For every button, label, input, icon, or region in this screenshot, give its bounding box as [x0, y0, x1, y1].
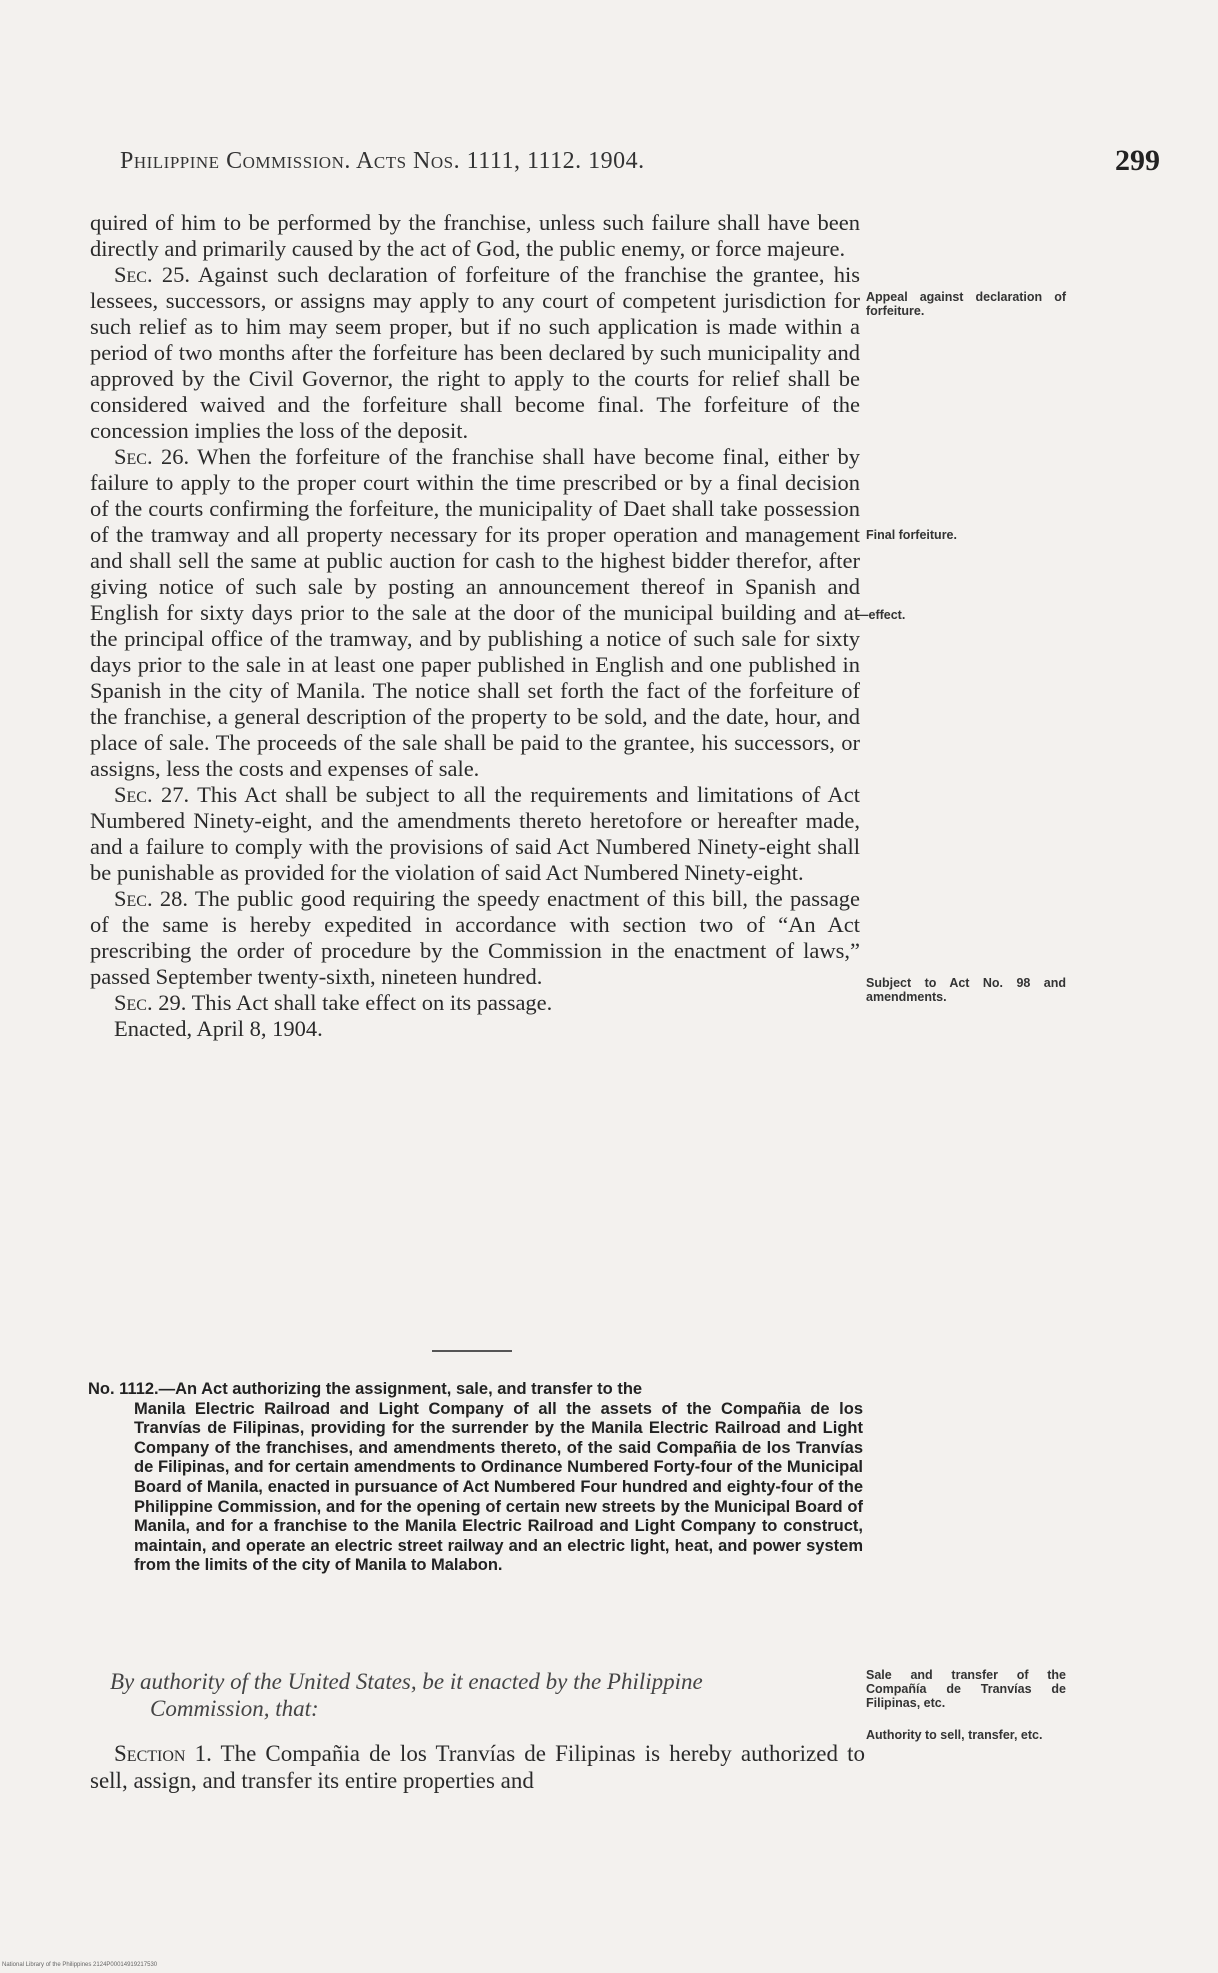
margin-note-authority: Authority to sell, transfer, etc.: [866, 1728, 1043, 1742]
section-29-text: This Act shall take effect on its passage.: [191, 990, 553, 1015]
section-25-label: Sec. 25.: [114, 262, 190, 287]
section-1-text: The Compañia de los Tranvías de Filipinas is hereby authorized to sell, assign, and transfer its entire properties and: [90, 1741, 865, 1793]
section-26-text: When the forfeiture of the franchise shall have become final, either by failure to apply to the proper court within the time prescribed or by a final decision of the courts confirming the forfeiture, the municipality of Daet shall take possession of the tramway and all property necessary for its proper operation and management and shall sell the same at public auction for cash to the highest bidder therefor, after giving notice of such sale by posting an announcement thereof in Spanish and English for sixty days prior to the sale at the door of the municipal building and at the principal office of the tramway, and by publishing a notice of such sale for sixty days prior to the sale in at least one paper published in English and one published in Spanish in the city of Manila. The notice shall set forth the fact of the forfeiture of the franchise, a general description of the property to be sold, and the date, hour, and place of sale. The proceeds of the sale shall be paid to the grantee, his successors, or assigns, less the costs and expenses of sale.: [90, 444, 860, 781]
section-28-text: The public good requiring the speedy enactment of this bill, the passage of the same is hereby expedited in accordance with section two of “An Act prescribing the order of procedure by the Commission in the enactment of laws,” passed September twenty-sixth, nineteen hundred.: [90, 886, 860, 989]
section-26-label: Sec. 26.: [114, 444, 190, 469]
margin-note-subject-to-act: Subject to Act No. 98 and amendments.: [866, 976, 1066, 1004]
margin-note-final-forfeiture: Final forfeiture.: [866, 528, 957, 542]
library-stamp: National Library of the Philippines 2124P00014919217530: [2, 1962, 158, 1968]
enacted-date: Enacted, April 8, 1904.: [114, 1016, 323, 1041]
enacting-clause-line-2: Commission, that:: [150, 1696, 319, 1721]
section-1-paragraph: [90, 1740, 865, 1794]
section-divider: [432, 1350, 512, 1352]
act-1112-title: [88, 1380, 863, 1576]
margin-note-effect: —effect.: [856, 608, 906, 622]
section-28-label: Sec. 28.: [114, 886, 188, 911]
act-1112-title-first-line: No. 1112.—An Act authorizing the assignment, sale, and transfer to the: [88, 1380, 643, 1398]
running-head: [120, 144, 1160, 184]
continuation-paragraph: quired of him to be performed by the franchise, unless such failure shall have been directly and primarily caused by the act of God, the public enemy, or force majeure.: [90, 210, 860, 261]
section-27: [90, 782, 860, 886]
enacting-clause-line-1: By authority of the United States, be it enacted by the Philippine: [110, 1669, 703, 1694]
section-27-text: This Act shall be subject to all the requirements and limitations of Act Numbered Ninety-eight, and the amendments thereto heretofore or hereafter made, and a failure to comply with the provisions of said Act Numbered Ninety-eight shall be punishable as provided for the violation of said Act Numbered Ninety-eight.: [90, 782, 860, 885]
section-29: [90, 990, 860, 1016]
section-25: [90, 262, 860, 444]
section-26: [90, 444, 860, 782]
section-27-label: Sec. 27.: [114, 782, 190, 807]
page-number: 299: [1115, 144, 1160, 177]
margin-note-sale-transfer: Sale and transfer of the Compañía de Tranvías de Filipinas, etc.: [866, 1668, 1066, 1710]
margin-note-appeal: Appeal against declaration of forfeiture.: [866, 290, 1066, 318]
section-25-text: Against such declaration of forfeiture of the franchise the grantee, his lessees, successors, or assigns may apply to any court of competent jurisdiction for such relief as to him may seem proper, but if no such application is made within a period of two months after the forfeiture has been declared by such municipality and approved by the Civil Governor, the right to apply to the courts for relief shall be considered waived and the forfeiture shall become final. The forfeiture of the concession implies the loss of the deposit.: [90, 262, 860, 443]
section-29-label: Sec. 29.: [114, 990, 187, 1015]
enacting-clause: [110, 1668, 870, 1722]
section-1-label: Section 1.: [114, 1741, 212, 1766]
act-1112-section-1: [90, 1740, 865, 1794]
section-28: [90, 886, 860, 990]
running-head-title: Philippine Commission. Acts Nos. 1111, 1112. 1904.: [120, 148, 645, 174]
act-1111-body: [90, 210, 860, 1042]
act-1112-title-rest: Manila Electric Railroad and Light Company of all the assets of the Compañia de los Tranvías de Filipinas, providing for the surrender by the Manila Electric Railroad and Light Company of the franchises, and amendments thereto, of the said Compañia de los Tranvías de Filipinas, and for certain amendments to Ordinance Numbered Forty-four of the Municipal Board of Manila, enacted in pursuance of Act Numbered Four hundred and eighty-four of the Philippine Commission, and for the opening of certain new streets by the Municipal Board of Manila, and for a franchise to the Manila Electric Railroad and Light Company to construct, maintain, and operate an electric street railway and an electric light, heat, and power system from the limits of the city of Manila to Malabon.: [134, 1399, 863, 1575]
